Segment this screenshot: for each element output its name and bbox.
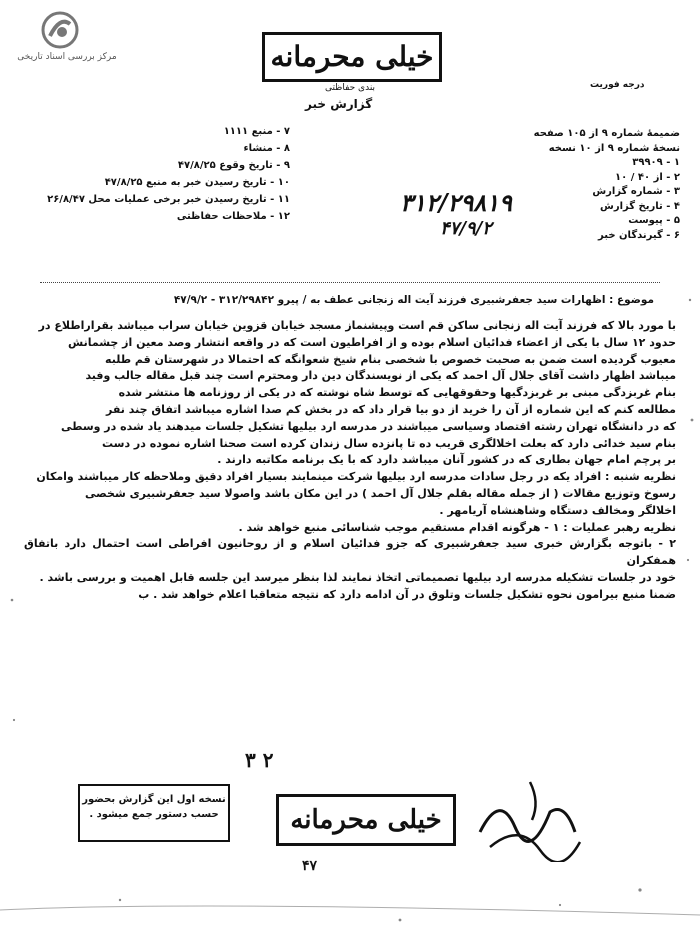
distribution-note-line: حسب دستور جمع میشود .	[89, 809, 219, 820]
handwritten-date-mark: ۴۷	[302, 858, 318, 874]
subject-line: موضوع : اظهارات سید جعفرشبیری فرزند آیت اله زنجانی عطف به / پیرو ۳۱۲/۲۹۸۴۲ - ۴۷/۹/۲	[173, 294, 654, 306]
body-line: مطالعه کنم که این شماره از آن را خرید از دو بیا قرار داد که در بخش کم صدا اشاره میباشد اتفاق چند نفر	[106, 402, 676, 416]
field-row: ۸ - منشاء	[243, 143, 290, 154]
field-row: ۹ - تاریخ وقوع ۴۷/۸/۲۵	[177, 160, 290, 171]
body-line: خود در جلسات تشکیله مدرسه ارد بیلیها تصمیماتی اتخاذ نمایند لذا بنظر میرسد این جلسه قابل اهمیت و بررسی باشد .	[39, 570, 676, 584]
body-line: ضمنا منبع بیرامون نحوه تشکیل جلسات وتلوق در آن ادامه دارد که نتیجه متعاقبا اعلام خواهد شد . ب	[138, 587, 676, 601]
report-body	[24, 318, 676, 604]
body-line: با مورد بالا که فرزند آیت اله زنجانی ساکن قم است وپیشنماز مسجد خیابان قزوین خیابان سراب میباشد بقراراطلاع در	[38, 319, 676, 332]
left-fields	[30, 126, 290, 228]
body-line: بنام سید خدائی دارد که بعلت اخلالگری قریب ده تا پانزده سال زندان کرده است صحنا اشاره نموده در دست	[101, 436, 676, 450]
handwritten-mark: ۳ ۲	[245, 748, 274, 772]
body-line: معیوب گردیده است ضمن به صحبت خصوص با شخصی بنام شیخ شعوانگه که احتمالا در شهرستان قم طلبه	[105, 352, 676, 366]
field-row: ۳ - شماره گزارش	[592, 186, 680, 197]
body-line: نظریه شنبه : افراد یکه در رجل سادات مدرسه ارد بیلیها شرکت مینمایند بسیار افراد دقیق وملاحظه کار میباشند وامکان	[36, 470, 676, 484]
classification-stamp-top: خیلی محرمانه	[262, 32, 442, 82]
report-type-label: گزارش خبر	[305, 97, 373, 111]
body-line: بر پرچم امام جهان بطاری که در کشور آنان میباشد دارد که با یک برنامه مکاتبه دارند .	[217, 453, 676, 467]
body-line: میباشد اظهار داشت آقای جلال آل احمد که یکی از نویسندگان دین دار ومحترم است چند قبل مقاله جالب وفید	[85, 369, 676, 383]
field-row: ۶ - گیرندگان خبر	[598, 229, 680, 241]
field-row: ۱ - ۳۹۹۰۹	[632, 157, 680, 168]
field-row: ضمیمهٔ شماره ۹ از ۱۰۵ صفحه	[533, 128, 680, 139]
field-row: ۱۰ - تاریخ رسیدن خبر به منبع ۴۷/۸/۲۵	[104, 177, 290, 188]
body-line: نظریه رهبر عملیات : ۱ - هرگونه اقدام مستقیم موجب شناسائی منبع خواهد شد .	[238, 520, 676, 534]
archive-logo	[8, 10, 118, 70]
logo-caption: مرکز بررسی اسناد تاریخی	[17, 52, 117, 62]
body-line: اخلالگر ومخالف دستگاه وشاهنشاه آریامهر .	[439, 503, 676, 517]
body-line: ۲ - باتوجه بگزارش خبری سید جعفرشبیری که جزو فدائیان اسلام و از روحانیون افراطی است احتمال دارد باتفاق همفکران	[24, 537, 676, 568]
archive-logo-icon	[40, 10, 80, 50]
distribution-note-line: نسخه اول این گزارش بحضور	[82, 794, 226, 805]
classification-subtitle: بندی حفاظتی	[324, 83, 376, 93]
body-line: بنام غربزدگی مبنی بر غربزدگیها وحقوقهایی که توسط شاه نوشته که در یکی از روزنامه ها منتشر شده	[118, 386, 676, 400]
field-row: ۱۱ - تاریخ رسیدن خبر برخی عملیات محل ۲۶/۸/۴۷	[47, 194, 290, 205]
classification-stamp-bottom: خیلی محرمانه	[276, 794, 456, 846]
field-row: نسخهٔ شماره ۹ از ۱۰ نسخه	[548, 142, 680, 154]
body-line: رسوخ وتوزیع مقالات ( از جمله مقاله بقلم جلال آل احمد ) در این مکان باشد واصولا سید جعفرشبیری شخصی	[85, 486, 676, 500]
divider	[40, 282, 660, 283]
field-row: ۴ - تاریخ گزارش	[600, 200, 680, 212]
handwritten-report-date: ۴۷/۹/۲	[440, 218, 492, 239]
field-row: ۲ - از ۴۰ / ۱۰	[615, 171, 680, 183]
handwritten-report-number: ۳۱۲/۲۹۸۱۹	[400, 188, 512, 217]
field-row: ۵ - پیوست	[628, 215, 680, 226]
field-row: ۱۲ - ملاحظات حفاظتی	[176, 211, 290, 222]
signature-scribble	[470, 772, 590, 862]
urgency-label: درجه فوریت	[590, 80, 645, 90]
body-line: که در دانشگاه تهران رشته اقتصاد وسیاسی میباشند در مدرسه ارد بیلیها تشکیل جلسات میدهند یاد شده در وسطی	[60, 419, 676, 433]
distribution-note-box	[78, 784, 230, 842]
body-line: حدود ۱۲ سال با یکی از اعضاء فدائیان اسلام بوده و از افراطیون است که در واقعه انتشار وصد معین از چشمانش	[68, 335, 676, 349]
field-row: ۷ - منبع ۱۱۱۱	[223, 126, 290, 137]
